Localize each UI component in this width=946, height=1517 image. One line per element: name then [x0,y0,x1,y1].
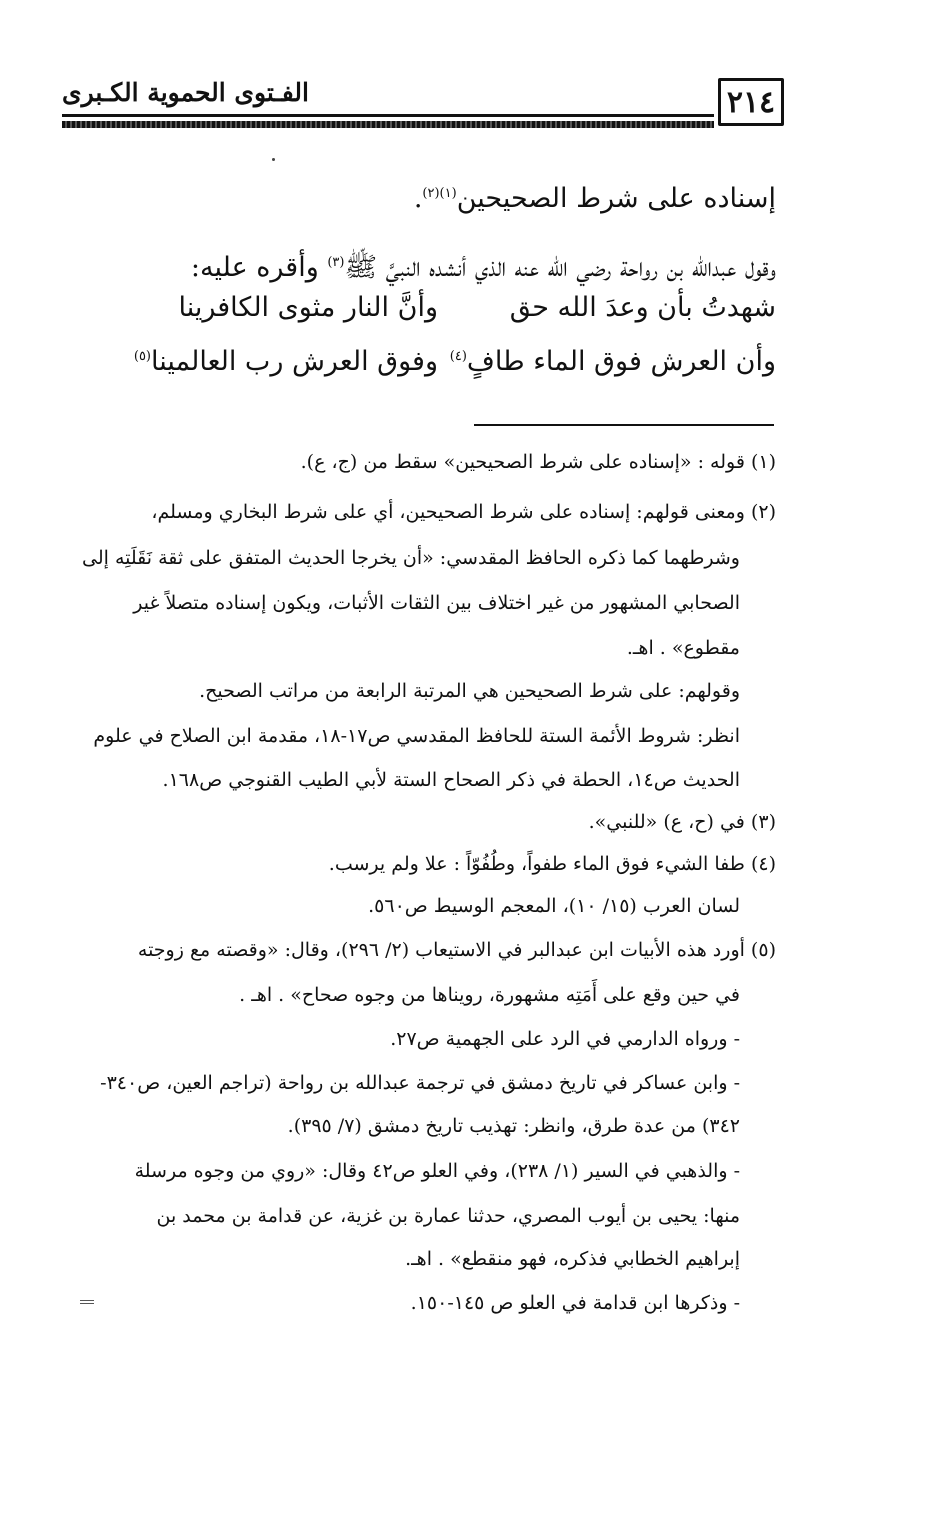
footnote-line: الحديث ص١٤، الحطة في ذكر الصحاح الستة لأبي الطيب القنوجي ص١٦٨. [162,769,740,791]
verse-1-second-hemistich: وأنَّ النار مثوى الكافرينا [178,292,438,323]
footnote-ref: (٥) [133,349,151,364]
main-line-1: إسناده على شرط الصحيحين$^{(١)(٢)}$. [413,183,776,214]
footnote-line: (١) قوله : «إسناده على شرط الصحيحين» سقط من (ج، ع). [300,451,776,473]
footnote-line: في حين وقع على أَمَتِه مشهورة، رويناها من وجوه صحاح» . اهـ . [239,984,740,1006]
footnote-line: وقولهم: على شرط الصحيحين هي المرتبة الرابعة من مراتب الصحيح. [199,680,740,702]
footnote-line: الصحابي المشهور من غير اختلاف بين الثقات الأثبات، ويكون إسناده متصلاً غير [133,592,740,614]
footnote-line: (٥) أورد هذه الأبيات ابن عبدالبر في الاستيعاب (٢/ ٢٩٦)، وقال: «وقصته مع زوجته [137,939,776,961]
footnote-line: (٤) طفا الشيء فوق الماء طفواً، وطُفُوّاً : علا ولم يرسب. [328,853,776,875]
speck [272,158,275,161]
main-line-2: وقول عبدالله بن رواحة رضي الله عنه الذي أنشده النبيَّ ﷺ$^{(٣)}$ وأقره عليه: [190,252,776,283]
footnote-line: (٣) في (ح، ع) «للنبي». [588,811,776,833]
header-double-rule [62,121,714,128]
header-rule [62,114,714,117]
footnote-ref: (٣) [327,255,345,270]
verse-2-first-hemistich: وأن العرش فوق الماء طافٍ$^{(٤)}$ [449,346,776,377]
verse-1-first-hemistich: شهدتُ بأن وعدَ الله حق [509,292,776,323]
page-header [62,70,784,140]
footnote-line: لسان العرب (١٥/ ١٠)، المعجم الوسيط ص٥٦٠. [368,895,740,917]
footnote-line: إبراهيم الخطابي فذكره، فهو منقطع» . اهـ. [405,1248,740,1270]
footnote-ref: (١)(٢) [422,186,457,201]
footnote-ref: (٤) [449,349,467,364]
footnote-line: - ورواه الدارمي في الرد على الجهمية ص٢٧. [390,1028,740,1050]
margin-mark [80,1300,94,1304]
footnote-line: (٢) ومعنى قولهم: إسناده على شرط الصحيحين، أي على شرط البخاري ومسلم، [151,501,776,523]
running-title: الفـتوى الحموية الكـبرى [62,78,309,107]
verse-2-second-hemistich: وفوق العرش رب العالمينا$^{(٥)}$ [133,346,438,377]
footnote-line: - وابن عساكر في تاريخ دمشق في ترجمة عبدالله بن رواحة (تراجم العين، ص٣٤٠- [100,1072,740,1094]
footnote-line: ٣٤٢) من عدة طرق، وانظر: تهذيب تاريخ دمشق (٧/ ٣٩٥). [287,1115,740,1137]
footnote-line: - وذكرها ابن قدامة في العلو ص ١٤٥-١٥٠. [410,1292,740,1314]
footnote-line: مقطوع» . اهـ. [626,637,740,659]
footnote-line: وشرطهما كما ذكره الحافظ المقدسي: «أن يخرجا الحديث المتفق على ثقة نَقَلَتِه إلى [82,547,740,569]
footnote-separator [474,424,774,426]
footnote-line: - والذهبي في السير (١/ ٢٣٨)، وفي العلو ص٤٢ وقال: «روي من وجوه مرسلة [134,1160,740,1182]
footnote-line: انظر: شروط الأئمة الستة للحافظ المقدسي ص١٧-١٨، مقدمة ابن الصلاح في علوم [93,725,740,747]
main-text [150,168,776,294]
page-number: ٢١٤ [718,78,784,126]
footnote-line: منها: يحيى بن أيوب المصري، حدثنا عمارة بن غزية، عن قدامة بن محمد بن [156,1205,740,1227]
